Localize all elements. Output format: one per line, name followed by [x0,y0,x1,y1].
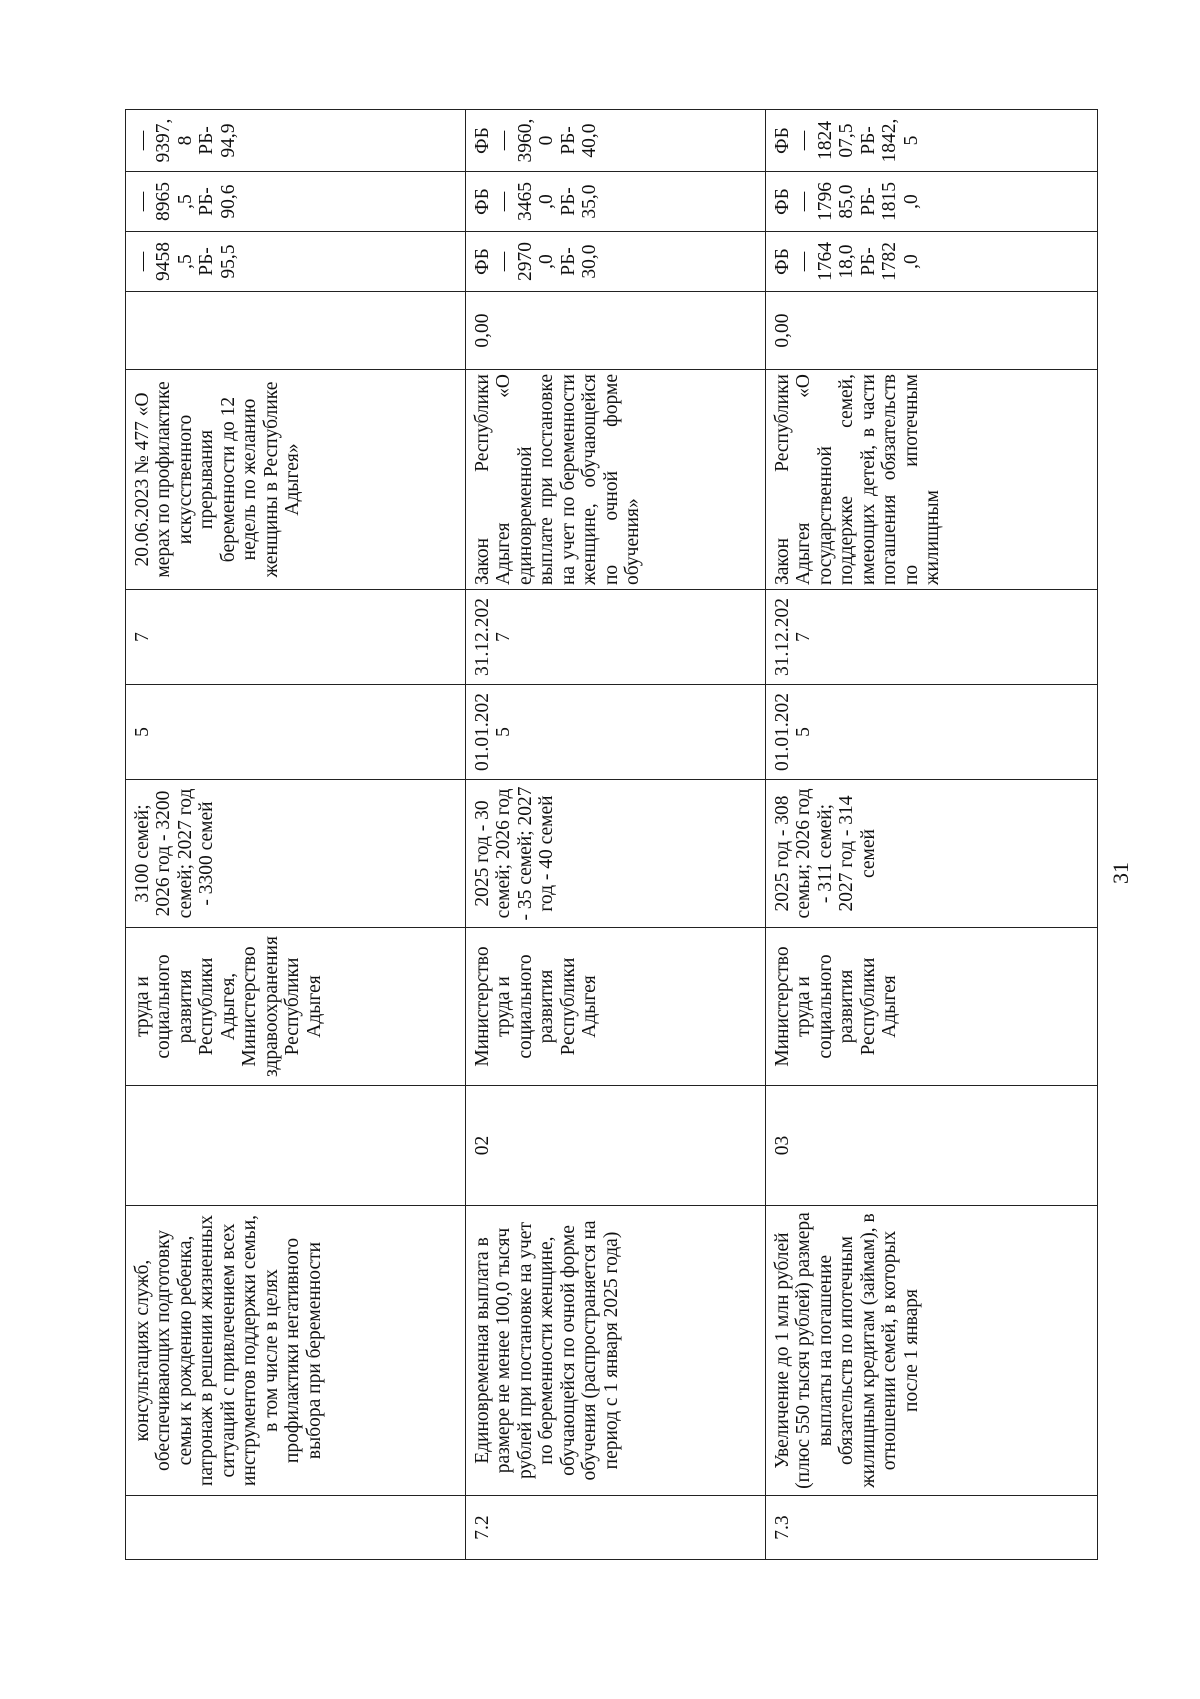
cell-name: консультациях служб, обеспечивающих подготовку семьи к рождению ребенка, патронаж в решении жизненных ситуаций с привлечением всех инструментов поддержки семьи, в том числе в целях профилактики негативного выбора при беременности [126,1206,466,1496]
measures-table [125,109,1098,1560]
cell-indicator: 2025 год - 30 семей; 2026 год - 35 семей; 2027 год - 40 семей [466,780,766,928]
cell-end: 31.12.2027 [466,590,766,685]
page-number: 31 [1108,862,1133,884]
cell-2025: ФБ — 1764 18,0 РБ- 1782 ,0 [766,232,1098,292]
cell-start: 01.01.2025 [466,685,766,780]
cell-basis: 20.06.2023 № 477 «О мерах по профилактике искусственного прерывания беременности до 12 недель по желанию женщины в Республике Адыгея» [126,370,466,590]
cell-indicator: 2025 год - 308 семьи; 2026 год - 311 семей; 2027 год - 314 семей [766,780,1098,928]
rotated-table-container [125,110,1097,1560]
cell-2025: ФБ — 2970 ,0 РБ- 30,0 [466,232,766,292]
cell-2026: ФБ — 3465 ,0 РБ- 35,0 [466,172,766,232]
cell-executor: Министерство труда и социального развития Республики Адыгея [466,928,766,1086]
cell-code: 02 [466,1086,766,1206]
cell-name: Единовременная выплата в размере не менее 100,0 тысяч рублей при постановке на учет по беременности женщине, обучающейся по очной форме обучения (распространяется на период с 1 января 2025 года) [466,1206,766,1496]
cell-basis: Закон Республики Адыгея «О единовременной выплате при постановке на учет по беременности женщине, обучающейся по очной форме обучения» [466,370,766,590]
cell-2025: — 9458 ,5 РБ- 95,5 [126,232,466,292]
cell-code: 03 [766,1086,1098,1206]
cell-end: 31.12.2027 [766,590,1098,685]
cell-2027: ФБ — 1824 07,5 РБ- 1842, 5 [766,110,1098,172]
cell-amount [126,292,466,370]
cell-2027: — 9397, 8 РБ- 94,9 [126,110,466,172]
cell-2027: ФБ — 3960, 0 РБ- 40,0 [466,110,766,172]
cell-name: Увеличение до 1 млн рублей (плюс 550 тысяч рублей) размера выплаты на погашение обязательств по ипотечным жилищным кредитам (займам), в отношении семей, в которых после 1 января [766,1206,1098,1496]
table-row [766,110,1098,1560]
cell-code [126,1086,466,1206]
cell-executor: труда и социального развития Республики Адыгея, Министерство здравоохранения Республики Адыгея [126,928,466,1086]
cell-end: 7 [126,590,466,685]
cell-start: 01.01.2025 [766,685,1098,780]
table-row [466,110,766,1560]
cell-start: 5 [126,685,466,780]
table-row [126,110,466,1560]
cell-num: 7.2 [466,1496,766,1560]
cell-amount: 0,00 [766,292,1098,370]
cell-2026: ФБ — 1796 85,0 РБ- 1815 ,0 [766,172,1098,232]
cell-executor: Министерство труда и социального развития Республики Адыгея [766,928,1098,1086]
cell-num [126,1496,466,1560]
cell-num: 7.3 [766,1496,1098,1560]
cell-basis: Закон Республики Адыгея «О государственной поддержке семей, имеющих детей, в части погашения обязательств по ипотечным жилищным [766,370,1098,590]
cell-indicator: 3100 семей; 2026 год - 3200 семей; 2027 год - 3300 семей [126,780,466,928]
cell-2026: — 8965 ,5 РБ- 90,6 [126,172,466,232]
cell-amount: 0,00 [466,292,766,370]
